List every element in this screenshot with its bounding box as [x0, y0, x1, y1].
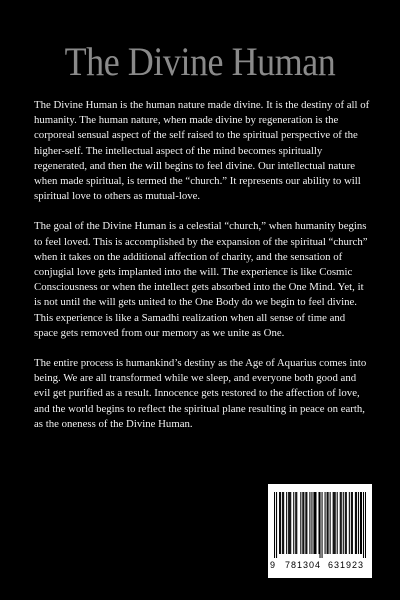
blurb-paragraph-2: The goal of the Divine Human is a celestial “church,” when humanity begins to feel loved. This is accomplished by the expansion of the spiritual “church” when it takes on the additional affection of charity, and the sensation of conjugial love gets implanted into the will. The experience is like Cosmic Consciousness or when the intellect gets absorbed into the One Mind. Yet, it is not until the will gets united to the One Body do we begin to feel divine. This experience is like a Samadhi realization when all sense of time and space gets removed from our memory as we unite as One. [34, 220, 368, 339]
isbn-barcode [268, 484, 372, 578]
blurb-paragraph-1: The Divine Human is the human nature made divine. It is the destiny of all of humanity. The human nature, when made divine by regeneration is the corporeal sensual aspect of the self raised to the spiritual perspective of the higher-self. The intellectual aspect of the mind becomes spiritually regenerated, and then the will begins to feel divine. Our intellectual nature when made spiritual, is termed the “church.” It represents our ability to will spiritual love to others as mutual-love. [34, 99, 370, 203]
blurb [34, 98, 370, 447]
barcode-right-group: 631923 [328, 560, 365, 570]
barcode-left-group: 781304 [285, 560, 322, 570]
book-title: The Divine Human [64, 39, 336, 84]
barcode-first-digit: 9 [270, 560, 276, 570]
barcode-digits [268, 560, 372, 574]
blurb-paragraph-3: The entire process is humankind’s destiny as the Age of Aquarius comes into being. We are all transformed while we sleep, and everyone both good and evil get purified as a result. Innocence gets restored to the affection of love, and the world begins to reflect the spiritual plane resulting in peace on earth, as the oneness of the Divine Human. [34, 357, 367, 430]
barcode-bars [274, 492, 366, 558]
